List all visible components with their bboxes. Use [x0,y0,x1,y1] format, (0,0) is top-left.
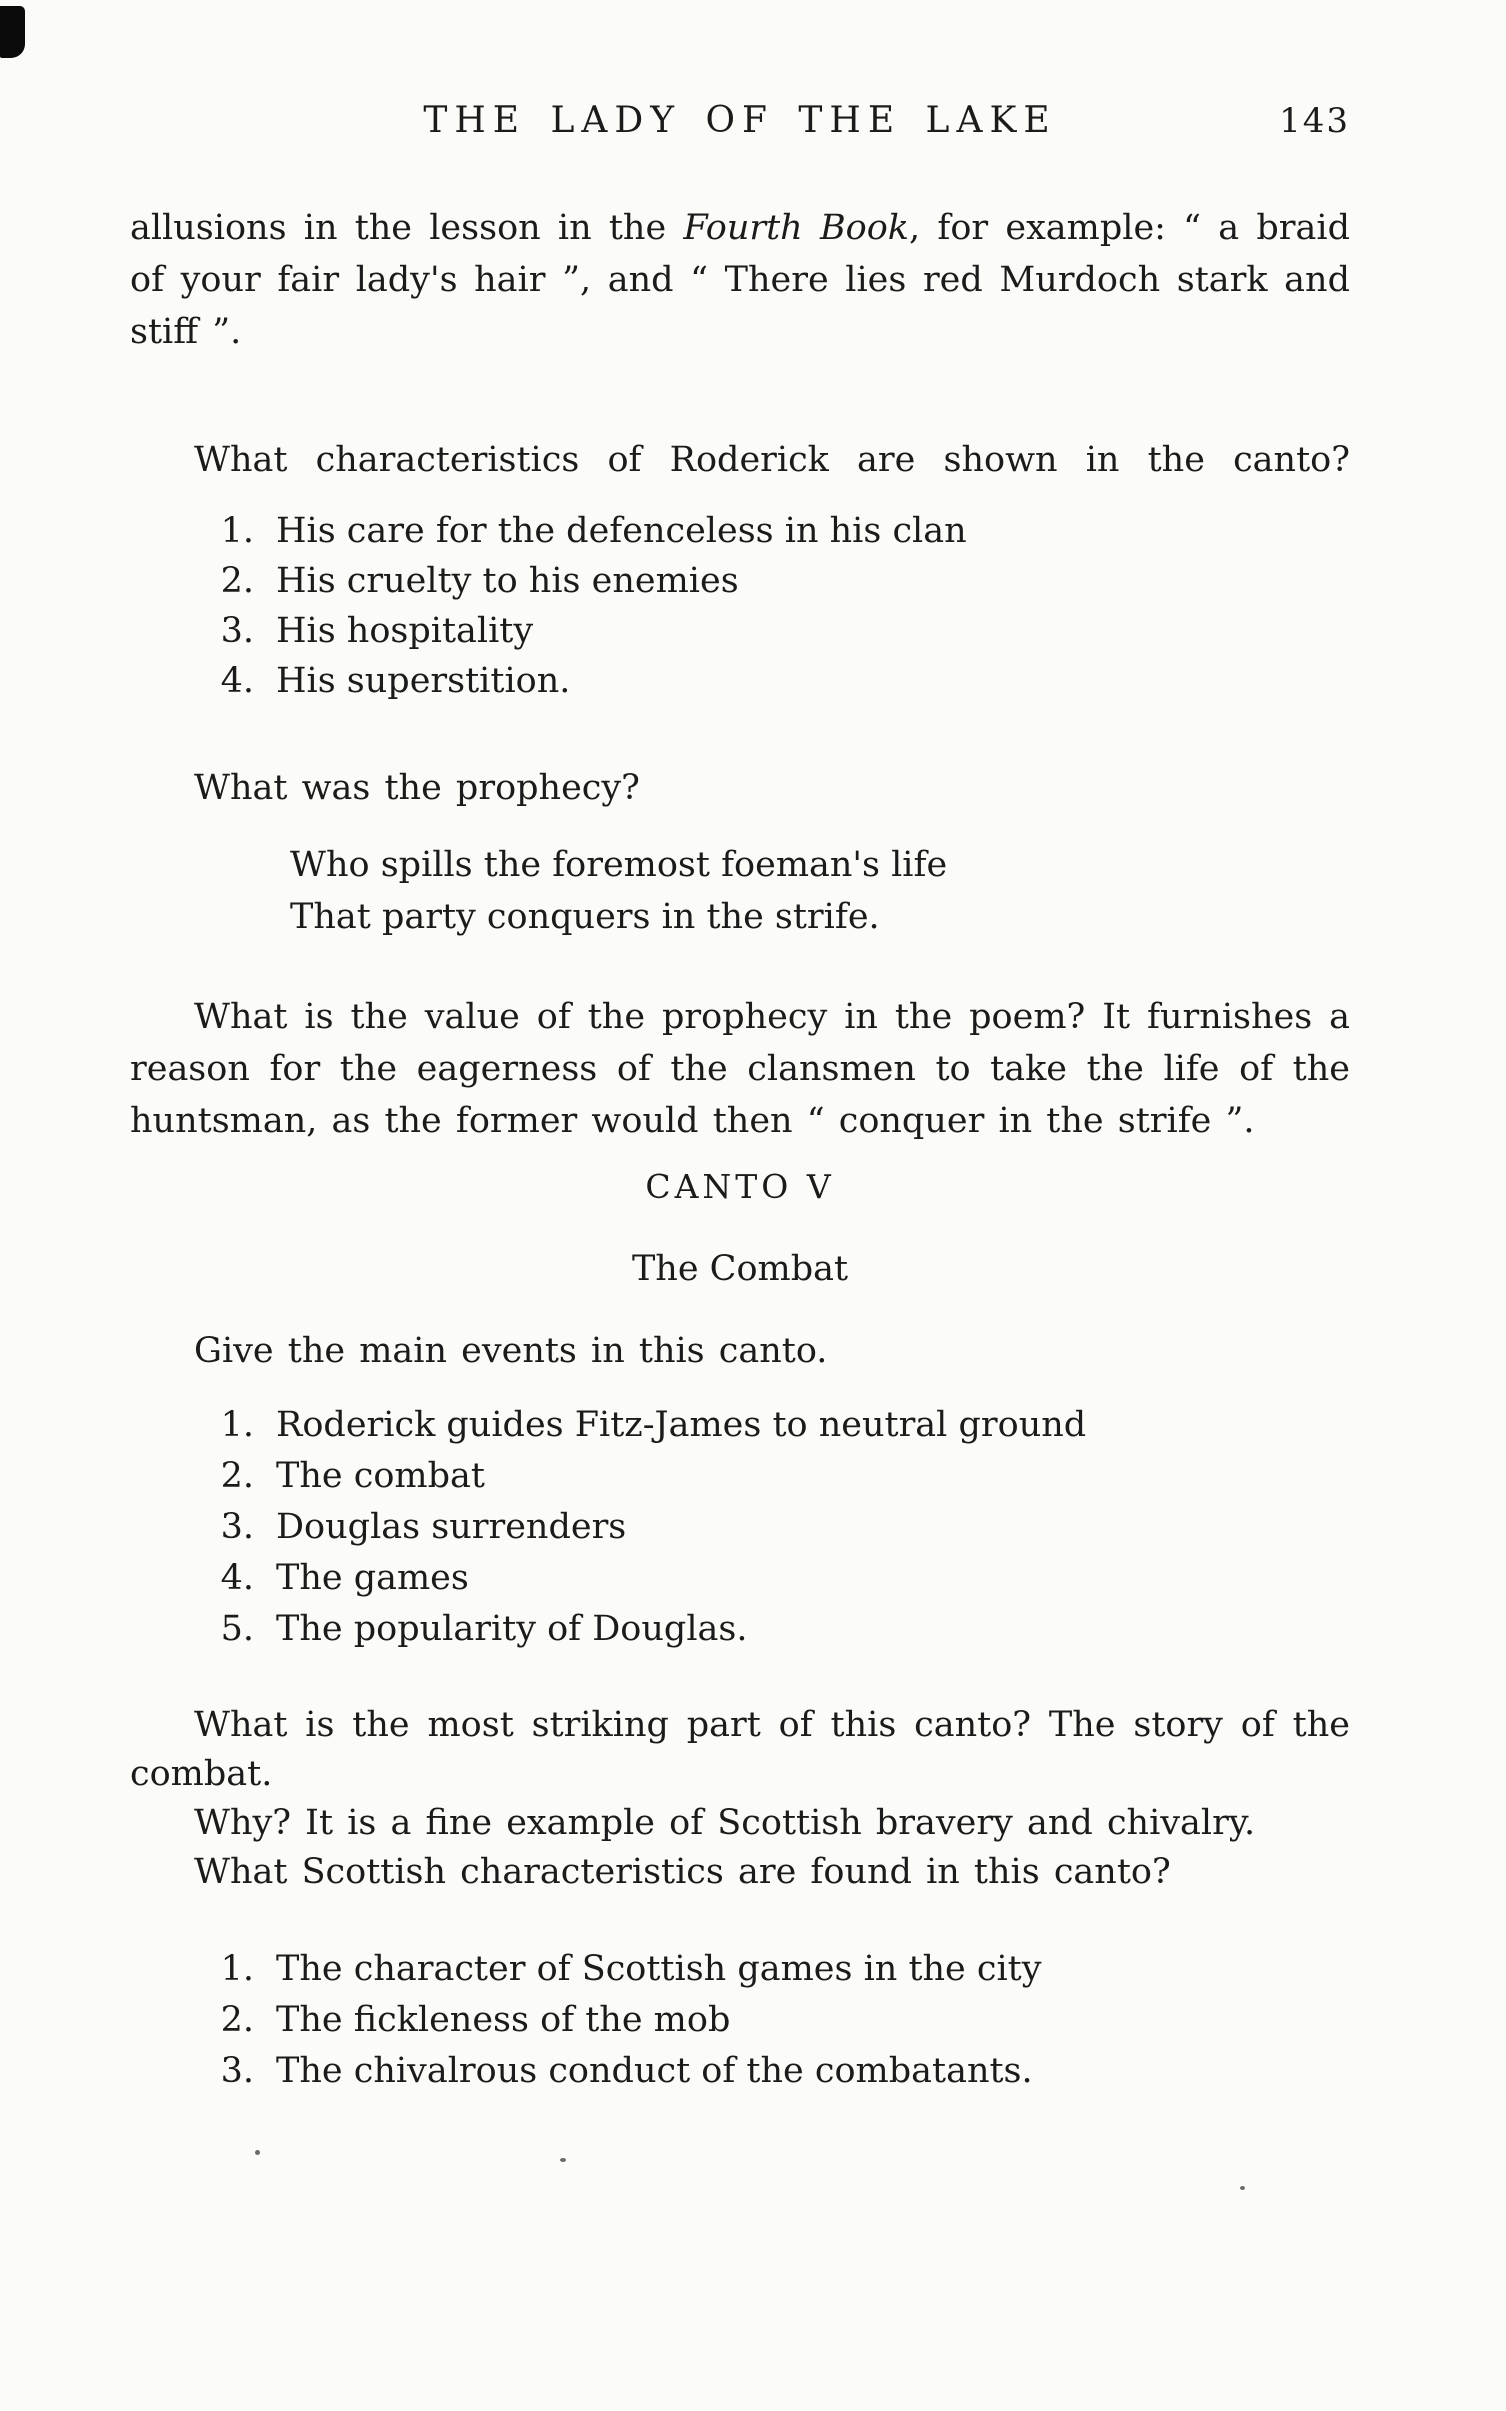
list-item-text: Douglas surrenders [276,1507,627,1547]
list-item-number: 2. [220,561,254,601]
para-prophecy-value: What is the value of the prophecy in the poem? It furnishes a reason for the eagerness of the clansmen to take the life of the huntsman, as the former would then “ conquer in the strife ”. [130,997,1350,1141]
book-title-italic: Fourth Book [683,208,910,248]
list-item-text: The fickleness of the mob [276,2000,731,2040]
list-item-text: The character of Scottish games in the city [276,1949,1042,1989]
para-allusions-text: allusions in the lesson in the [130,208,684,248]
para-allusions [130,202,1350,358]
list-item-number: 1. [220,511,254,551]
canto-title: The Combat [631,1249,849,1289]
list-item [214,1400,1350,1451]
closing-questions-block [130,1701,1350,1897]
para-why: Why? It is a fine example of Scottish bravery and chivalry. [194,1803,1256,1843]
list-scottish-characteristics [214,1944,1350,2097]
list-item [214,1502,1350,1553]
list-item [214,1944,1350,1995]
list-item-number: 2. [220,1456,254,1496]
list-item-number: 5. [220,1609,254,1649]
list-item [214,606,1350,656]
question-prophecy: What was the prophecy? [194,768,640,808]
question-main-events: Give the main events in this canto. [194,1331,828,1371]
list-item-number: 3. [220,1507,254,1547]
list-item-text: His cruelty to his enemies [276,561,739,601]
canto-heading: CANTO V [645,1167,835,1206]
question-roderick-characteristics: What characteristics of Roderick are shown in the canto? [194,440,1350,480]
prophecy-verse [290,839,1350,943]
list-roderick-characteristics [214,506,1350,706]
list-item-text: The combat [276,1456,485,1496]
list-main-events [214,1400,1350,1655]
list-item [214,506,1350,556]
list-item [214,556,1350,606]
list-item-text: The chivalrous conduct of the combatants. [276,2051,1033,2091]
running-title: THE LADY OF THE LAKE [423,100,1057,141]
scan-speck [560,2158,566,2162]
page-header [130,95,1350,147]
list-item [214,1995,1350,2046]
list-item [214,1553,1350,1604]
list-item-text: His hospitality [276,611,534,651]
list-item-number: 2. [220,2000,254,2040]
list-item-number: 1. [220,1949,254,1989]
list-item-text: The popularity of Douglas. [276,1609,748,1649]
list-item-text: His superstition. [276,661,571,701]
list-item [214,1451,1350,1502]
para-striking-part: What is the most striking part of this canto? The story of the combat. [130,1705,1350,1794]
list-item-text: The games [276,1558,469,1598]
list-item-number: 4. [220,661,254,701]
list-item [214,2046,1350,2097]
scan-speck [255,2150,260,2155]
question-scottish-characteristics: What Scottish characteristics are found in this canto? [194,1852,1171,1892]
list-item-number: 3. [220,2051,254,2091]
list-item [214,1604,1350,1655]
list-item-number: 1. [220,1405,254,1445]
list-item-text: His care for the defenceless in his clan [276,511,967,551]
list-item-number: 4. [220,1558,254,1598]
scan-speck [1240,2186,1245,2190]
verse-line: That party conquers in the strife. [290,897,880,937]
list-item [214,656,1350,706]
list-item-number: 3. [220,611,254,651]
scan-artifact-ink-blot [0,6,25,58]
list-item-text: Roderick guides Fitz-James to neutral ground [276,1405,1087,1445]
para-allusions-text-cont: , for example: “ a braid of your fair lady's hair ”, and “ There lies red Murdoch stark and stiff ”. [130,208,1350,352]
verse-line: Who spills the foremost foeman's life [290,845,948,885]
page-number: 143 [1279,101,1350,141]
